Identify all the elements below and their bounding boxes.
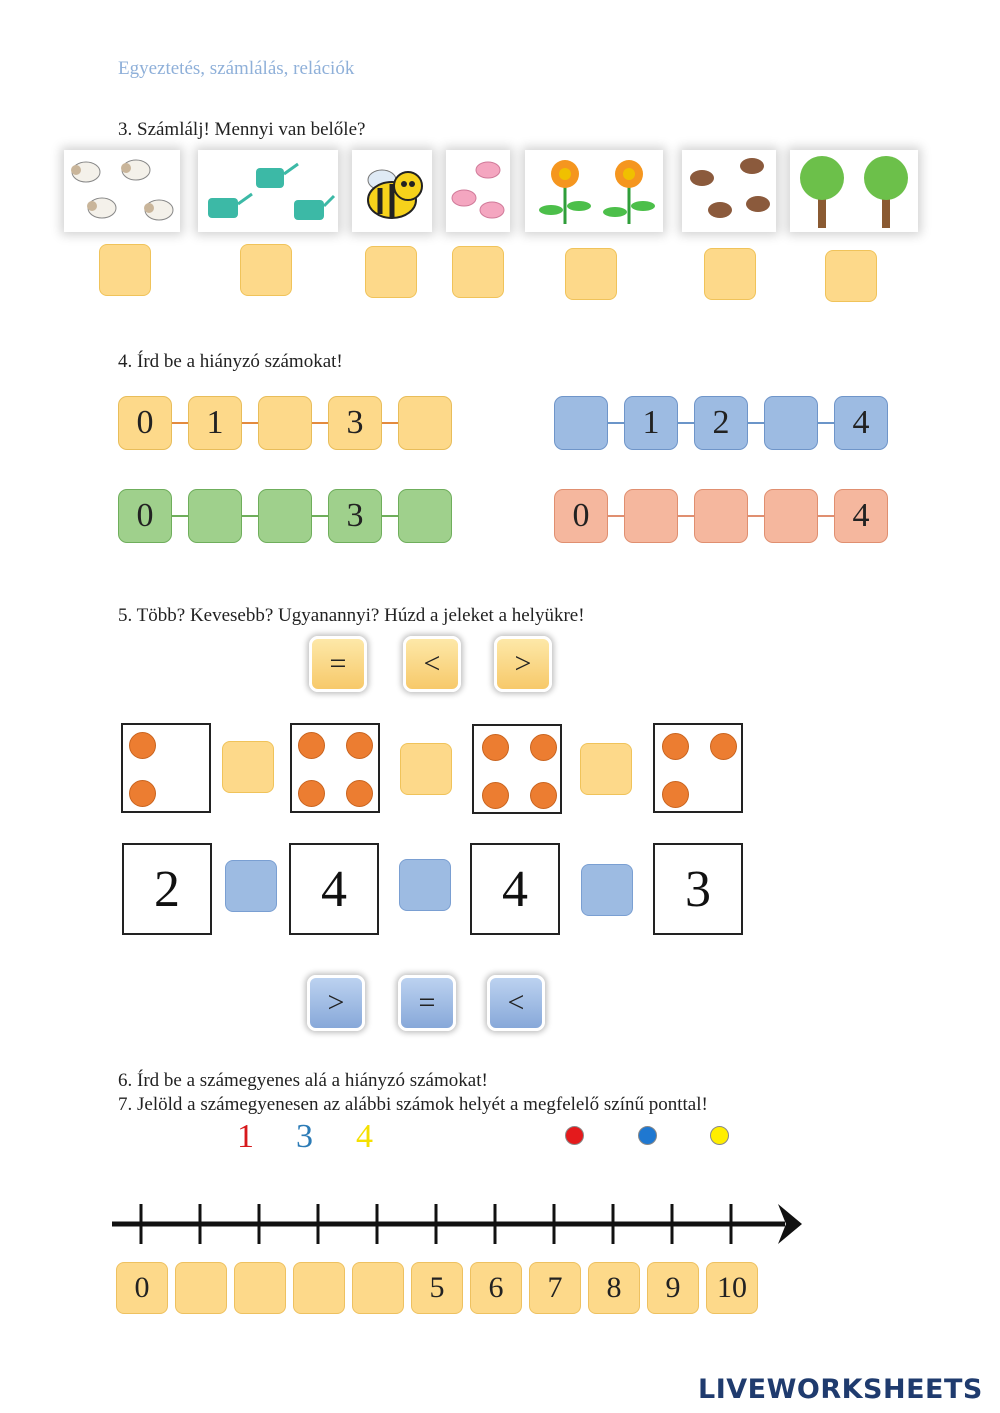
chain-input[interactable] <box>398 489 452 543</box>
dot <box>710 733 737 760</box>
number-line-box: 10 <box>706 1262 758 1314</box>
chain-input[interactable] <box>624 489 678 543</box>
dot <box>298 780 325 807</box>
number-line-box: 7 <box>529 1262 581 1314</box>
symbol-slot[interactable] <box>580 743 632 795</box>
number-box: 4 <box>470 843 560 935</box>
symbol-slot[interactable] <box>399 859 451 911</box>
number-line-input[interactable] <box>234 1262 286 1314</box>
equal-symbol-tile[interactable]: = <box>398 975 456 1031</box>
task5-title: 5. Több? Kevesebb? Ugyanannyi? Húzd a jeleket a helyükre! <box>118 605 585 626</box>
less-than-symbol-tile[interactable]: < <box>403 636 461 692</box>
answer-box[interactable] <box>99 244 151 296</box>
answer-box[interactable] <box>240 244 292 296</box>
dot-group-2 <box>121 723 211 813</box>
chain-box: 3 <box>328 489 382 543</box>
dot <box>530 734 557 761</box>
dot <box>530 782 557 809</box>
hen-icon <box>682 150 776 232</box>
number-box: 3 <box>653 843 743 935</box>
answer-box[interactable] <box>452 246 504 298</box>
chain-box: 0 <box>118 489 172 543</box>
red-dot[interactable] <box>565 1126 584 1145</box>
chain-input[interactable] <box>764 396 818 450</box>
hen-picture <box>682 150 776 232</box>
chain-input[interactable] <box>258 396 312 450</box>
task7-title: 7. Jelöld a számegyenesen az alábbi számok helyét a megfelelő színű ponttal! <box>118 1094 708 1115</box>
sheep-icon <box>64 150 180 232</box>
number-line-box: 6 <box>470 1262 522 1314</box>
chain-box: 1 <box>188 396 242 450</box>
number-line-input[interactable] <box>293 1262 345 1314</box>
symbol-slot[interactable] <box>222 741 274 793</box>
dot <box>482 734 509 761</box>
chain-input[interactable] <box>258 489 312 543</box>
number-box: 2 <box>122 843 212 935</box>
dot <box>346 732 373 759</box>
flower-icon <box>525 150 663 232</box>
watering-can-picture <box>198 150 338 232</box>
symbol-slot[interactable] <box>400 743 452 795</box>
blue-number: 3 <box>296 1118 313 1155</box>
task3-title: 3. Számlálj! Mennyi van belőle? <box>118 119 366 140</box>
dot <box>662 733 689 760</box>
number-line <box>110 1196 810 1256</box>
symbol-slot[interactable] <box>225 860 277 912</box>
bee-picture <box>352 150 432 232</box>
chain-box: 0 <box>554 489 608 543</box>
equal-symbol-tile[interactable]: = <box>309 636 367 692</box>
dot <box>346 780 373 807</box>
chain-input[interactable] <box>694 489 748 543</box>
page-subtitle: Egyeztetés, számlálás, relációk <box>118 58 355 79</box>
number-line-box: 8 <box>588 1262 640 1314</box>
chain-input[interactable] <box>554 396 608 450</box>
chain-box: 4 <box>834 396 888 450</box>
sheep-picture <box>64 150 180 232</box>
pig-icon <box>446 150 510 232</box>
chain-input[interactable] <box>398 396 452 450</box>
dot <box>482 782 509 809</box>
bee-icon <box>352 150 432 232</box>
chain-box: 3 <box>328 396 382 450</box>
task6-title: 6. Írd be a számegyenes alá a hiányzó számokat! <box>118 1070 488 1091</box>
dot <box>129 732 156 759</box>
less-than-symbol-tile[interactable]: < <box>487 975 545 1031</box>
chain-box: 0 <box>118 396 172 450</box>
answer-box[interactable] <box>365 246 417 298</box>
task4-title: 4. Írd be a hiányzó számokat! <box>118 351 343 372</box>
dot <box>298 732 325 759</box>
chain-box: 1 <box>624 396 678 450</box>
dot-group-3 <box>653 723 743 813</box>
answer-box[interactable] <box>565 248 617 300</box>
yellow-number: 4 <box>356 1118 373 1155</box>
chain-input[interactable] <box>764 489 818 543</box>
watering-can-icon <box>198 150 338 232</box>
pig-picture <box>446 150 510 232</box>
number-line-box: 9 <box>647 1262 699 1314</box>
flower-picture <box>525 150 663 232</box>
dot <box>129 780 156 807</box>
number-line-box: 0 <box>116 1262 168 1314</box>
number-line-box: 5 <box>411 1262 463 1314</box>
answer-box[interactable] <box>825 250 877 302</box>
chain-box: 2 <box>694 396 748 450</box>
dot <box>662 781 689 808</box>
chain-box: 4 <box>834 489 888 543</box>
tree-picture <box>790 150 918 232</box>
number-line-input[interactable] <box>175 1262 227 1314</box>
greater-than-symbol-tile[interactable]: > <box>494 636 552 692</box>
yellow-dot[interactable] <box>710 1126 729 1145</box>
blue-dot[interactable] <box>638 1126 657 1145</box>
symbol-slot[interactable] <box>581 864 633 916</box>
dot-group-4 <box>472 724 562 814</box>
number-line-input[interactable] <box>352 1262 404 1314</box>
dot-group-4 <box>290 723 380 813</box>
number-box: 4 <box>289 843 379 935</box>
answer-box[interactable] <box>704 248 756 300</box>
tree-icon <box>790 150 918 232</box>
greater-than-symbol-tile[interactable]: > <box>307 975 365 1031</box>
red-number: 1 <box>237 1118 254 1155</box>
chain-input[interactable] <box>188 489 242 543</box>
liveworksheets-logo: LIVEWORKSHEETS <box>698 1374 983 1405</box>
